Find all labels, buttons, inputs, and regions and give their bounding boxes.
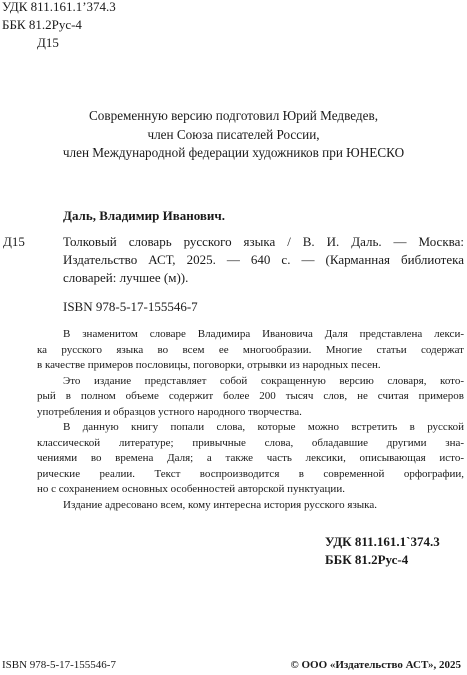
annotation-line: употребления и образцов устного народного творчества.: [37, 405, 302, 418]
annotation-line: но с сохранением основных особенностей авторской пунктуации.: [37, 483, 345, 495]
prep-line-3: член Международной федерации художников при ЮНЕСКО: [62, 145, 405, 160]
bib-line-3: словарей: лучшее (м)).: [63, 270, 189, 285]
author-code-top: Д15: [37, 35, 59, 50]
prep-line-2: член Союза писателей России,: [147, 126, 320, 142]
udk-bottom: УДК 811.161.1`374.3: [325, 534, 440, 549]
bbk-bottom: ББК 81.2Рус-4: [325, 552, 409, 567]
annotation-line: Издание адресовано всем, кому интересна история русского языка.: [63, 498, 377, 511]
annotation-line: В данную книгу попали слова, которые можно встретить в русской: [63, 421, 464, 433]
isbn-record: ISBN 978-5-17-155546-7: [63, 299, 198, 314]
bibliographic-description: [63, 233, 464, 287]
bib-line-2: Издательство АСТ, 2025. — 640 с. — (Карманная библиотека: [63, 252, 464, 267]
prep-line-1: Современную версию подготовил Юрий Медведев,: [88, 108, 379, 123]
annotation-line: классической литературе; привычные слова, обладавшие другими зна-: [37, 436, 464, 449]
footer-copyright: © ООО «Издательство АСТ», 2025: [290, 659, 461, 671]
author-heading: Даль, Владимир Иванович.: [63, 208, 225, 223]
annotation-line: В знаменитом словаре Владимира Ивановича Даля представлена лекси-: [63, 328, 464, 340]
annotation-line: чениями во времена Даля; а также часть лексики, описывающая исто-: [37, 452, 464, 464]
annotation-line: ка русского языка во всем ее многообразии. Многие статьи содержат: [37, 343, 464, 356]
author-code: Д15: [3, 234, 25, 249]
footer-isbn: ISBN 978-5-17-155546-7: [2, 659, 116, 671]
annotation-line: рические реалии. Текст воспроизводится в современной орфографии,: [37, 467, 464, 480]
udk-top: УДК 811.161.1’374.3: [2, 0, 116, 14]
annotation-line: Это издание представляет собой сокращенную версию словаря, кото-: [63, 374, 464, 387]
bib-line-1: Толковый словарь русского языка / В. И. Даль. — Москва:: [63, 234, 464, 249]
annotation-line: в качестве примеров пословицы, поговорки, отрывки из народных песен.: [37, 359, 381, 371]
bbk-top: ББК 81.2Рус-4: [2, 17, 82, 32]
annotation: [37, 327, 464, 513]
annotation-line: рый в полном объеме содержит более 200 тысяч слов, не считая примеров: [37, 390, 464, 402]
